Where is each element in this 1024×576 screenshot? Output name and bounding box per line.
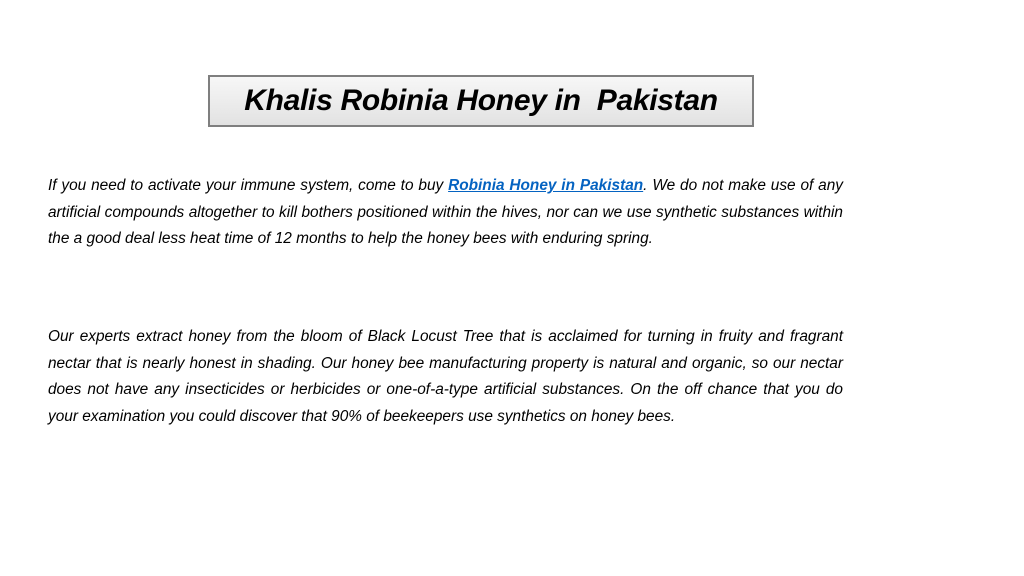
intro-text-before-link: If you need to activate your immune system, come to buy (48, 177, 449, 194)
intro-paragraph (48, 173, 843, 253)
title-box (208, 75, 754, 127)
intro-text-after-link: . We do not make use of any artificial compounds altogether to kill bothers positioned within the hives, nor can we use synthetic substances within the a good deal less heat time of 12 months to help the honey bees with enduring spring. (48, 177, 843, 247)
robinia-honey-link[interactable]: Robinia Honey in Pakistan (448, 177, 644, 194)
page-title: Khalis Robinia Honey in Pakistan (244, 84, 718, 117)
extraction-paragraph: Our experts extract honey from the bloom of Black Locust Tree that is acclaimed for turning in fruity and fragrant nectar that is nearly honest in shading. Our honey bee manufacturing property is natural and organic, so our nectar does not have any insecticides or herbicides or one-of-a-type artificial substances. On the off chance that you do your examination you could discover that 90% of beekeepers use synthetics on honey bees. (48, 328, 843, 425)
